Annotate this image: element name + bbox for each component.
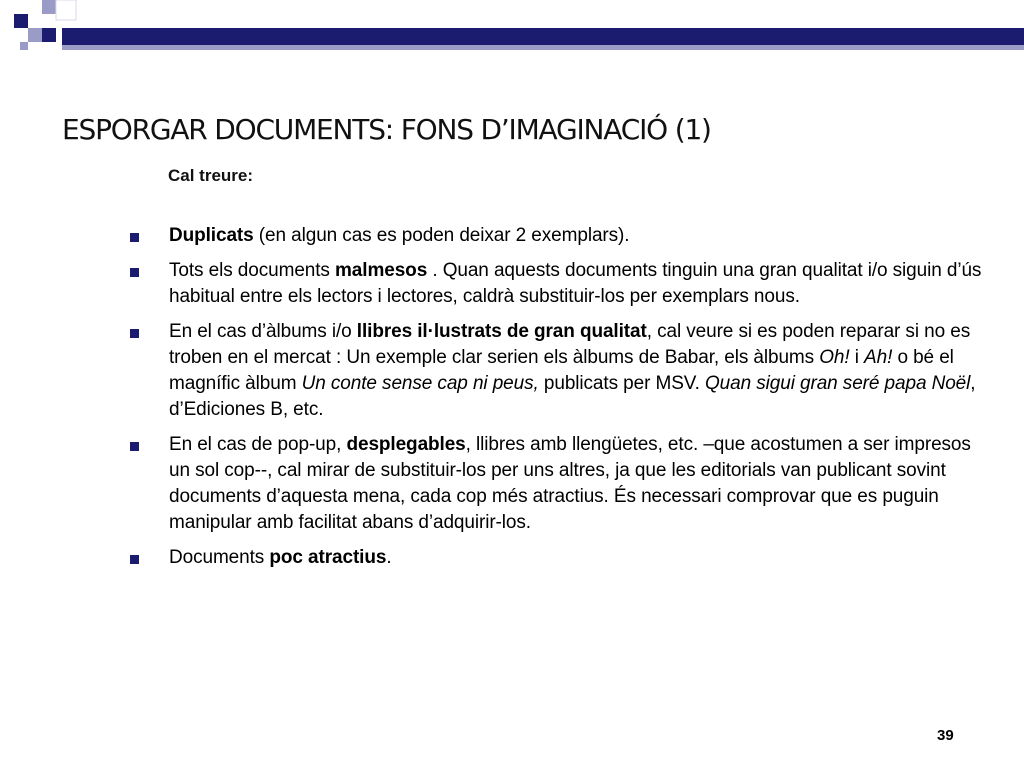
deco-square-white-1: [56, 0, 76, 20]
item-text: En el cas d’àlbums i/o: [169, 321, 357, 342]
deco-square-light-3: [20, 42, 28, 50]
item-bold-text: Duplicats: [169, 225, 254, 246]
deco-square-dark-1: [14, 14, 28, 28]
item-text: , d’Ediciones B, etc.: [169, 373, 976, 420]
bullet-square-icon: [130, 555, 139, 564]
item-bold-text: llibres il·lustrats de gran qualitat: [356, 321, 647, 342]
item-italic-text: Quan sigui gran seré papa Noël: [704, 373, 971, 394]
list-item: [130, 223, 990, 249]
item-text: . Quan aquests documents tinguin una gran qualitat i/o siguin d’ús habitual entre els lectors i lectores, caldrà substituir-los per exemplars nous.: [169, 260, 982, 307]
item-italic-text: Ah!: [864, 347, 893, 368]
decorative-squares: [0, 0, 1024, 60]
slide-title: ESPORGAR DOCUMENTS: FONS D’IMAGINACIÓ (1): [62, 113, 711, 146]
item-text: En el cas de pop-up,: [169, 434, 347, 455]
deco-square-light-2: [28, 28, 42, 42]
bullet-square-icon: [130, 268, 139, 277]
list-item: [130, 432, 990, 536]
item-bold-text: poc atractius: [269, 547, 387, 568]
item-italic-text: Un conte sense cap ni peus,: [301, 373, 539, 394]
slide-subtitle: Cal treure:: [168, 166, 254, 185]
bullet-square-icon: [130, 329, 139, 338]
header-bar: [62, 28, 1024, 45]
item-italic-text: Oh!: [819, 347, 850, 368]
bullet-list: [130, 223, 990, 580]
item-text: i: [849, 347, 865, 368]
bullet-square-icon: [130, 233, 139, 242]
deco-square-light-1: [42, 0, 56, 14]
deco-square-dark-2: [42, 28, 56, 42]
item-text: o bé el magnífic àlbum: [169, 347, 954, 394]
item-bold-text: desplegables: [346, 434, 466, 455]
item-text: Tots els documents: [169, 260, 336, 281]
item-text: publicats per MSV.: [538, 373, 705, 394]
item-text: Documents: [169, 547, 270, 568]
page-number: 39: [937, 727, 954, 744]
item-text: .: [386, 547, 392, 568]
item-bold-text: malmesos: [335, 260, 428, 281]
list-item: [130, 319, 990, 423]
list-item: [130, 258, 990, 310]
bullet-square-icon: [130, 442, 139, 451]
list-item: [130, 545, 990, 571]
item-text: (en algun cas es poden deixar 2 exemplars).: [253, 225, 630, 246]
item-text: , llibres amb llengüetes, etc. –que acostumen a ser impresos un sol cop--, cal mirar de substituir-los per uns altres, ja que les editorials van publicant sovint documents d’aquesta mena, cada cop més atractius. És necessari comprovar que es puguin manipular amb facilitat abans d’adquirir-los.: [169, 434, 971, 533]
header-bar-accent: [62, 45, 1024, 50]
item-text: , cal veure si es poden reparar si no es troben en el mercat : Un exemple clar serien els àlbums de Babar, els àlbums: [169, 321, 971, 368]
